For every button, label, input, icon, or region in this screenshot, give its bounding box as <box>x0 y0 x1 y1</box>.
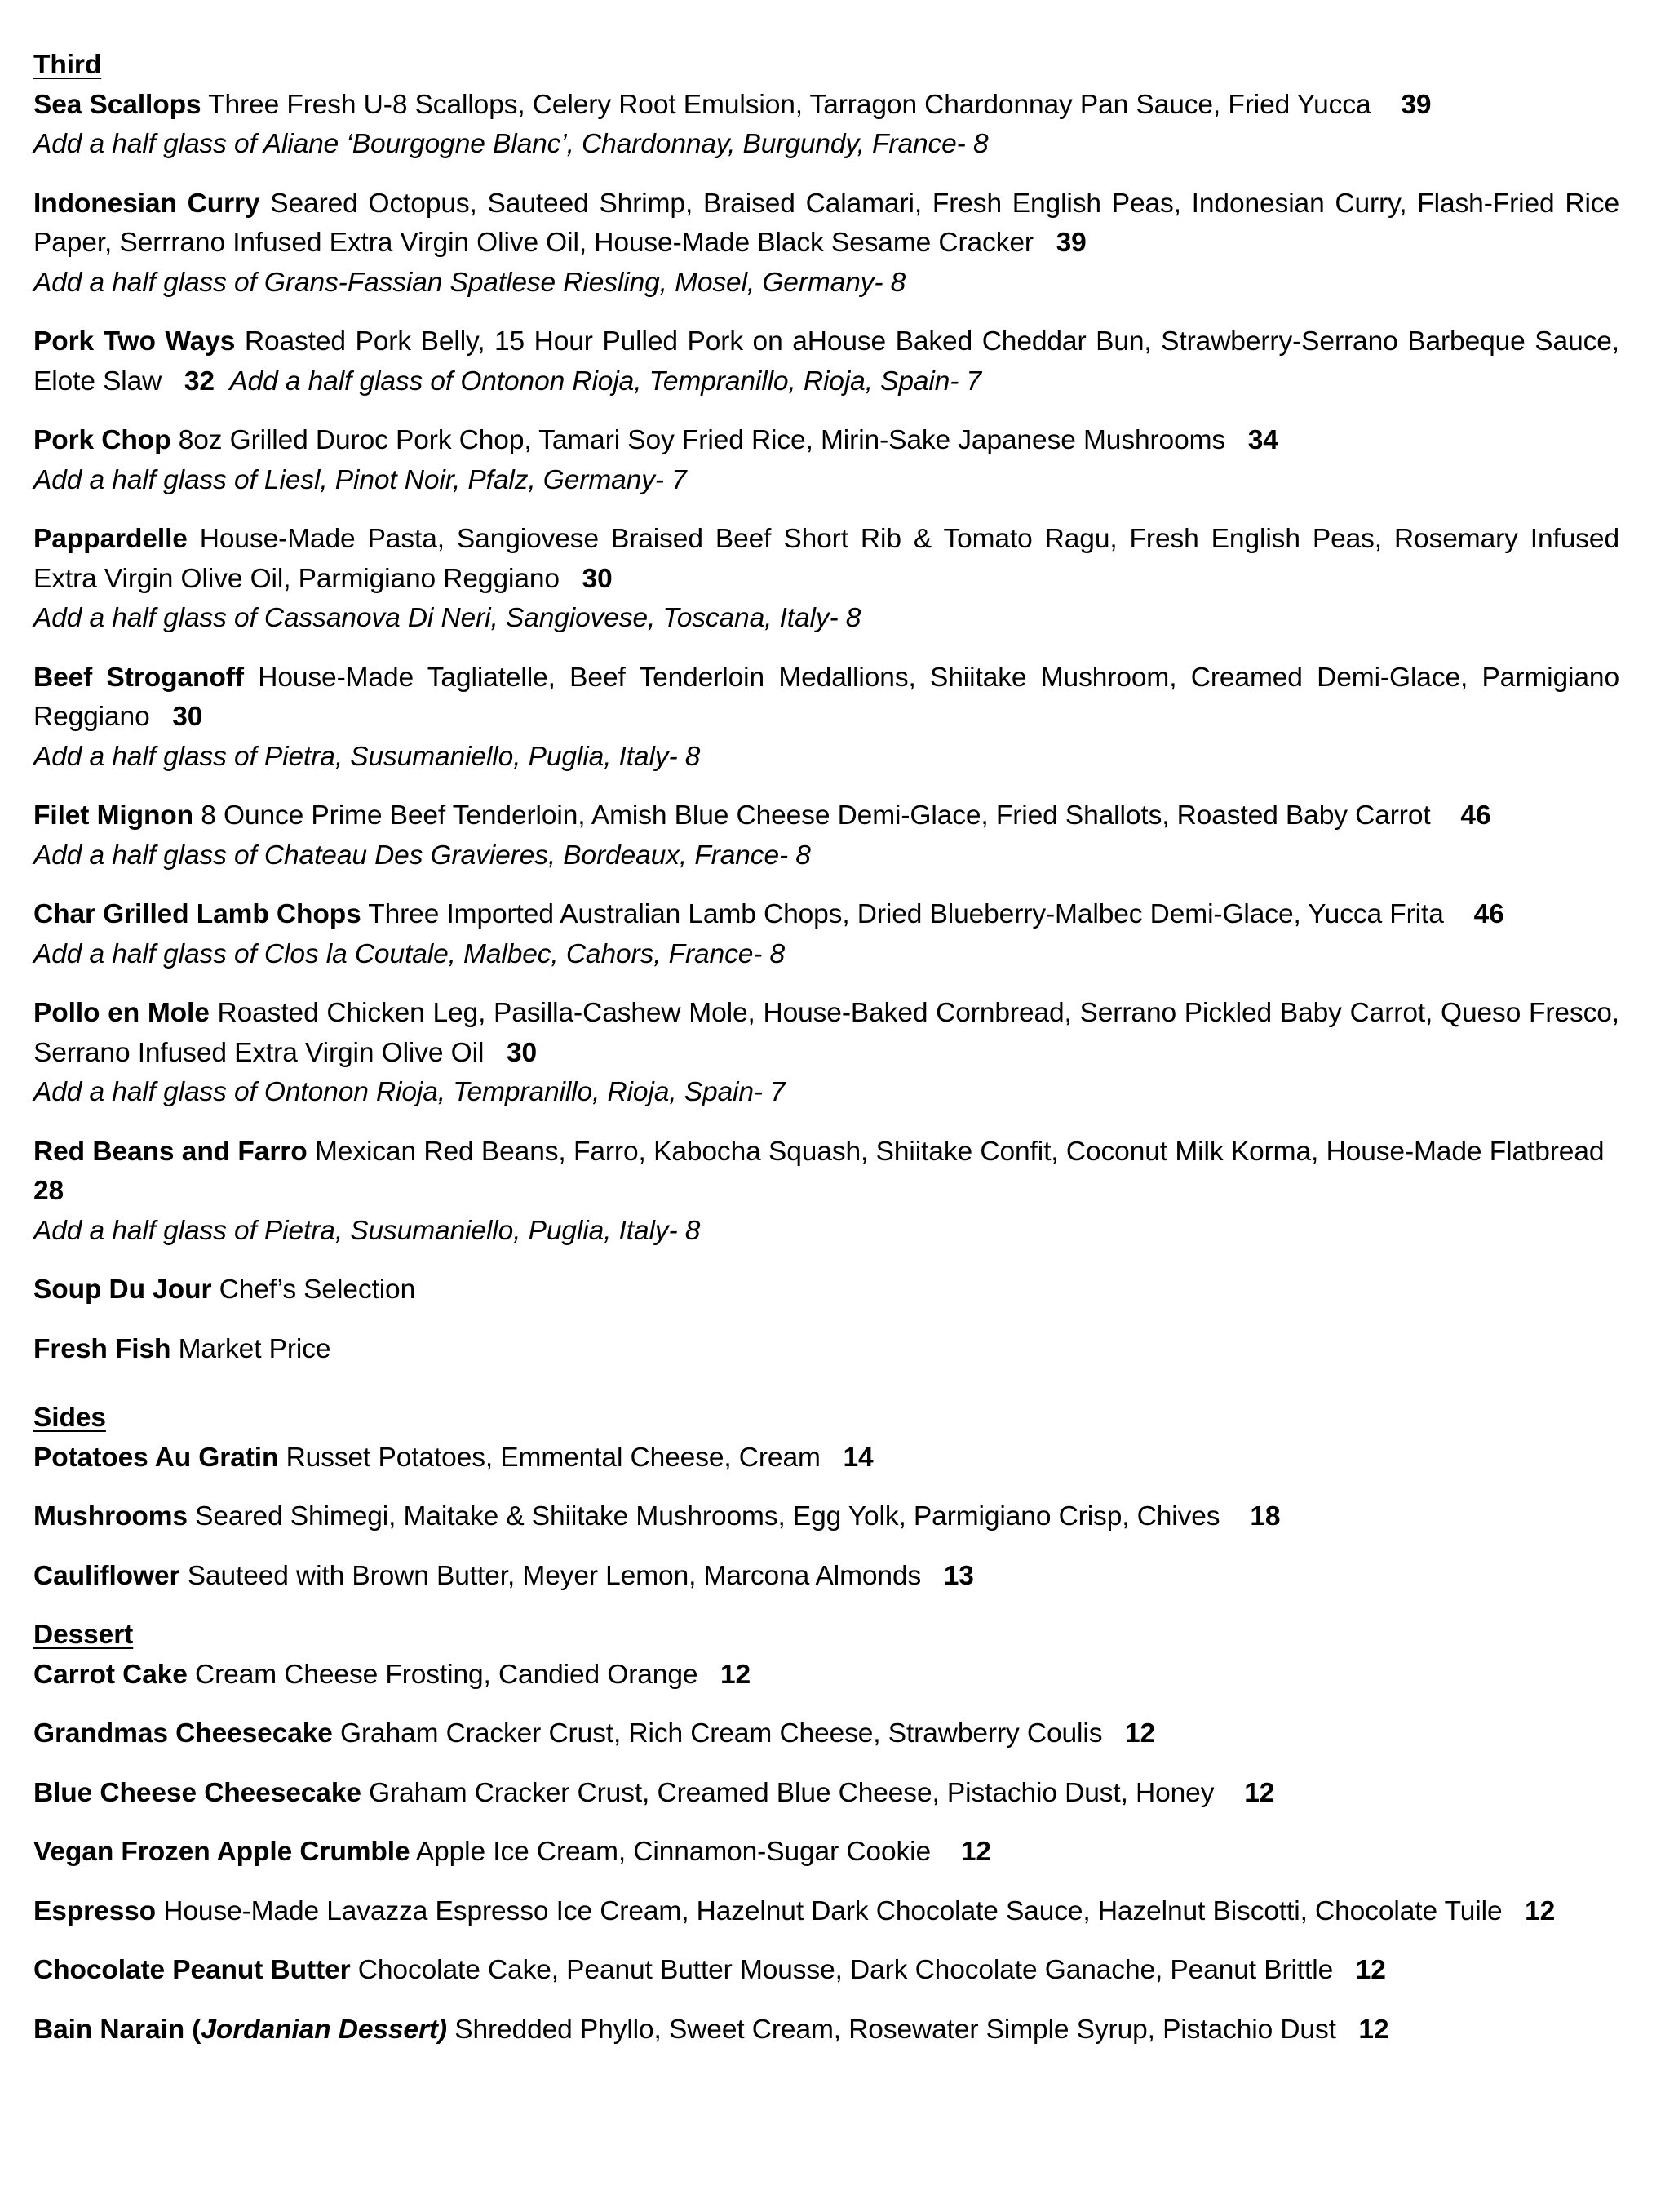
item-name: Pork Two Ways <box>33 326 236 357</box>
item-description: Chocolate Cake, Peanut Butter Mousse, Dark Chocolate Ganache, Peanut Brittle <box>357 1955 1334 1985</box>
menu-item-sea-scallops <box>33 86 1619 165</box>
item-description: 8oz Grilled Duroc Pork Chop, Tamari Soy Fried Rice, Mirin-Sake Japanese Mushrooms <box>178 425 1226 455</box>
item-description: Russet Potatoes, Emmental Cheese, Cream <box>286 1442 821 1473</box>
item-name: Beef Stroganoff <box>33 662 244 693</box>
item-name: Espresso <box>33 1895 157 1926</box>
menu-item-potatoes-au-gratin <box>33 1438 1619 1478</box>
item-price: 12 <box>1244 1777 1275 1808</box>
wine-pairing: Add a half glass of Clos la Coutale, Malbec, Cahors, France- 8 <box>33 938 786 969</box>
item-description: House-Made Tagliatelle, Beef Tenderloin Medallions, Shiitake Mushroom, Creamed Demi-Glace, Parmigiano Reggiano <box>33 662 1619 732</box>
item-description: Three Fresh U-8 Scallops, Celery Root Emulsion, Tarragon Chardonnay Pan Sauce, Fried Yucca <box>208 89 1371 120</box>
wine-pairing: Add a half glass of Aliane ‘Bourgogne Blanc’, Chardonnay, Burgundy, France- 8 <box>33 129 989 159</box>
menu-section-third <box>33 46 1619 1369</box>
item-name: Char Grilled Lamb Chops <box>33 899 361 929</box>
item-description: Market Price <box>178 1333 331 1364</box>
item-name: Grandmas Cheesecake <box>33 1718 333 1749</box>
item-description: House-Made Lavazza Espresso Ice Cream, Hazelnut Dark Chocolate Sauce, Hazelnut Biscotti, Chocolate Tuile <box>163 1895 1503 1926</box>
item-price: 30 <box>582 563 613 594</box>
menu-item-grandmas-cheesecake <box>33 1714 1619 1754</box>
item-description: Chef’s Selection <box>219 1274 416 1305</box>
item-price: 32 <box>184 366 215 397</box>
item-name: Sea Scallops <box>33 89 202 120</box>
item-name: Potatoes Au Gratin <box>33 1442 279 1473</box>
item-name: Pappardelle <box>33 524 188 554</box>
item-price: 46 <box>1473 899 1504 929</box>
menu-item-espresso <box>33 1892 1619 1932</box>
item-description: 8 Ounce Prime Beef Tenderloin, Amish Blue Cheese Demi-Glace, Fried Shallots, Roasted Baby Carrot <box>201 800 1431 831</box>
menu-item-mushrooms <box>33 1497 1619 1537</box>
menu-page <box>33 46 1619 2050</box>
menu-item-soup-du-jour <box>33 1270 1619 1310</box>
item-description: Three Imported Australian Lamb Chops, Dried Blueberry-Malbec Demi-Glace, Yucca Frita <box>368 899 1444 929</box>
wine-pairing: Add a half glass of Ontonon Rioja, Tempranillo, Rioja, Spain- 7 <box>33 1077 786 1107</box>
item-price: 12 <box>960 1837 991 1867</box>
wine-pairing: Add a half glass of Cassanova Di Neri, Sangiovese, Toscana, Italy- 8 <box>33 603 861 633</box>
menu-item-pollo-en-mole <box>33 994 1619 1113</box>
wine-pairing: Add a half glass of Pietra, Susumaniello, Puglia, Italy- 8 <box>33 1215 701 1246</box>
section-title: Dessert <box>33 1620 134 1650</box>
menu-item-cauliflower <box>33 1557 1619 1597</box>
section-title: Sides <box>33 1403 106 1433</box>
item-name: Soup Du Jour <box>33 1274 212 1305</box>
item-description: Apple Ice Cream, Cinnamon-Sugar Cookie <box>415 1837 932 1867</box>
item-price: 12 <box>1355 1955 1386 1985</box>
item-name: Carrot Cake <box>33 1659 188 1690</box>
item-price: 34 <box>1247 425 1278 455</box>
item-price: 18 <box>1250 1501 1281 1532</box>
item-price: 39 <box>1401 89 1432 120</box>
item-name: Fresh Fish <box>33 1333 171 1364</box>
item-price: 12 <box>720 1659 751 1690</box>
item-description: Shredded Phyllo, Sweet Cream, Rosewater Simple Syrup, Pistachio Dust <box>454 2014 1336 2045</box>
wine-pairing: Add a half glass of Grans-Fassian Spatlese Riesling, Mosel, Germany- 8 <box>33 267 906 298</box>
menu-item-vegan-apple-crumble <box>33 1833 1619 1873</box>
wine-pairing: Add a half glass of Pietra, Susumaniello, Puglia, Italy- 8 <box>33 741 701 772</box>
item-description: House-Made Pasta, Sangiovese Braised Beef Short Rib & Tomato Ragu, Fresh English Peas, Rosemary Infused Extra Virgin Olive Oil, Parmigiano Reggiano <box>33 524 1619 594</box>
item-description: Graham Cracker Crust, Rich Cream Cheese, Strawberry Coulis <box>340 1718 1103 1749</box>
item-name: Mushrooms <box>33 1501 188 1532</box>
item-description: Seared Octopus, Sauteed Shrimp, Braised Calamari, Fresh English Peas, Indonesian Curry, Flash-Fried Rice Paper, Serrrano Infused Extra Virgin Olive Oil, House-Made Black Sesame Cracker <box>33 188 1619 258</box>
menu-item-bain-narain <box>33 2010 1619 2050</box>
menu-item-carrot-cake <box>33 1656 1619 1696</box>
wine-pairing: Add a half glass of Chateau Des Gravieres, Bordeaux, France- 8 <box>33 840 811 871</box>
menu-item-filet-mignon <box>33 796 1619 875</box>
item-name: Bain Narain ( <box>33 2014 202 2045</box>
item-price: 39 <box>1056 228 1087 258</box>
item-price: 28 <box>33 1176 64 1206</box>
item-name: Vegan Frozen Apple Crumble <box>33 1837 410 1867</box>
menu-item-blue-cheese-cheesecake <box>33 1774 1619 1814</box>
menu-item-red-beans-farro <box>33 1133 1619 1252</box>
item-price: 12 <box>1125 1718 1156 1749</box>
menu-item-indonesian-curry <box>33 184 1619 304</box>
wine-pairing: Add a half glass of Ontonon Rioja, Tempranillo, Rioja, Spain- 7 <box>229 366 982 397</box>
item-name: Cauliflower <box>33 1560 180 1591</box>
section-spacer <box>33 1369 1619 1399</box>
item-description: Graham Cracker Crust, Creamed Blue Cheese, Pistachio Dust, Honey <box>369 1777 1215 1808</box>
item-price: 46 <box>1460 800 1491 831</box>
menu-section-dessert <box>33 1616 1619 2050</box>
item-name: Chocolate Peanut Butter <box>33 1955 351 1985</box>
menu-item-lamb-chops <box>33 895 1619 974</box>
item-price: 12 <box>1358 2014 1389 2045</box>
menu-item-chocolate-peanut-butter <box>33 1951 1619 1991</box>
menu-item-beef-stroganoff <box>33 658 1619 778</box>
item-description: Seared Shimegi, Maitake & Shiitake Mushrooms, Egg Yolk, Parmigiano Crisp, Chives <box>195 1501 1220 1532</box>
menu-item-pork-chop <box>33 421 1619 500</box>
item-name: Blue Cheese Cheesecake <box>33 1777 361 1808</box>
menu-item-fresh-fish <box>33 1330 1619 1370</box>
item-name: Pollo en Mole <box>33 998 210 1028</box>
item-name: Pork Chop <box>33 425 171 455</box>
item-description: Sauteed with Brown Butter, Meyer Lemon, Marcona Almonds <box>187 1560 922 1591</box>
menu-item-pork-two-ways <box>33 322 1619 401</box>
item-name-note: Jordanian Dessert) <box>201 2014 447 2045</box>
item-description: Roasted Pork Belly, 15 Hour Pulled Pork on aHouse Baked Cheddar Bun, Strawberry-Serrano Barbeque Sauce, Elote Slaw <box>33 326 1619 397</box>
item-price: 14 <box>843 1442 874 1473</box>
item-price: 12 <box>1525 1895 1556 1926</box>
item-description: Roasted Chicken Leg, Pasilla-Cashew Mole, House-Baked Cornbread, Serrano Pickled Baby Carrot, Queso Fresco, Serrano Infused Extra Virgin Olive Oil <box>33 998 1619 1068</box>
section-title: Third <box>33 50 102 80</box>
menu-item-pappardelle <box>33 520 1619 639</box>
item-description: Cream Cheese Frosting, Candied Orange <box>195 1659 698 1690</box>
item-price: 30 <box>172 702 203 732</box>
item-name: Filet Mignon <box>33 800 194 831</box>
item-price: 30 <box>506 1037 537 1068</box>
wine-pairing: Add a half glass of Liesl, Pinot Noir, Pfalz, Germany- 7 <box>33 464 687 495</box>
menu-section-sides <box>33 1399 1619 1596</box>
item-name: Indonesian Curry <box>33 188 260 219</box>
item-name: Red Beans and Farro <box>33 1136 308 1167</box>
item-price: 13 <box>943 1560 974 1591</box>
item-description: Mexican Red Beans, Farro, Kabocha Squash, Shiitake Confit, Coconut Milk Korma, House-Made Flatbread <box>314 1136 1605 1167</box>
